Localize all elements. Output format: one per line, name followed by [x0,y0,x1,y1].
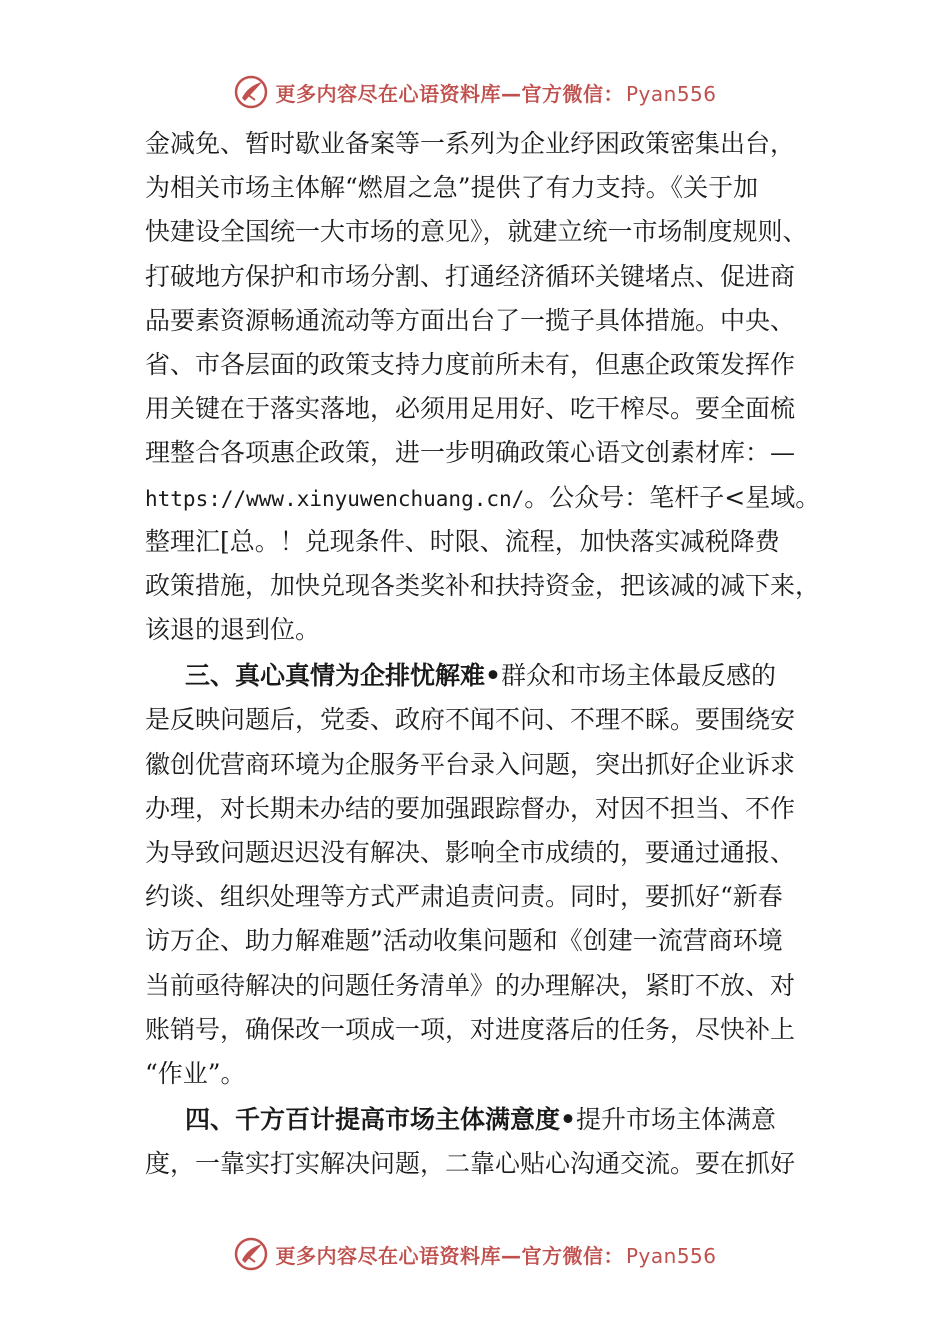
text-line: 办理，对长期未办结的要加强跟踪督办，对因不担当、不作 [145,793,796,823]
url-line: https://www.xinyuwenchuang.cn/。公众号：笔杆子<星域。 [145,482,821,512]
text-line: 当前亟待解决的问题任务清单》的办理解决，紧盯不放、对 [145,970,796,1000]
section-3-first-line: 三、真心真情为企排忧解难•群众和市场主体最反感的 [185,661,777,691]
text-line: 整理汇[总。！兑现条件、时限、流程，加快落实减税降费 [145,526,780,556]
text-line: 省、市各层面的政策支持力度前所未有，但惠企政策发挥作 [145,349,796,379]
text-line: 账销号，确保改一项成一项，对进度落后的任务，尽快补上 [145,1014,796,1044]
text-line: 金减免、暂时歇业备案等一系列为企业纾困政策密集出台， [145,129,796,158]
brush-logo-icon [233,1236,269,1272]
text-line: “作业”。 [145,1058,246,1088]
footer-banner [0,1232,950,1276]
text-line: 该退的退到位。 [145,615,321,645]
text-line: 快建设全国统一大市场的意见》，就建立统一市场制度规则、 [145,217,808,247]
section-3-heading: 三、真心真情为企排忧解难 [185,661,486,691]
text-line: 度，一靠实打实解决问题，二靠心贴心沟通交流。要在抓好 [145,1149,796,1179]
document-body [145,122,835,1187]
text-line: 访万企、助力解难题”活动收集问题和《创建一流营商环境 [145,926,783,956]
banner-text: 更多内容尽在心语资料库—官方微信： Pyan556 [275,81,717,106]
banner-text: 更多内容尽在心语资料库—官方微信： Pyan556 [275,1243,717,1268]
text-line: 徽创优营商环境为企服务平台录入问题，突出抓好企业诉求 [145,749,796,779]
text-line: 约谈、组织处理等方式严肃追责问责。同时，要抓好“新春 [145,882,783,912]
brush-logo-icon [233,74,269,110]
section-4-first-line: 四、千方百计提高市场主体满意度•提升市场主体满意 [185,1105,777,1135]
text-line: 理整合各项惠企政策，进一步明确政策心语文创素材库：— [145,438,796,468]
text-line: 是反映问题后，党委、政府不闻不问、不理不睬。要围绕安 [145,705,796,735]
text-line: 打破地方保护和市场分割、打通经济循环关键堵点、促进商 [145,261,796,291]
section-4-heading: 四、千方百计提高市场主体满意度 [185,1105,561,1135]
text-line: 政策措施，加快兑现各类奖补和扶持资金，把该减的减下来， [145,570,821,600]
text-line: 为相关市场主体解“燃眉之急”提供了有力支持。《关于加 [145,173,759,203]
text-line: 为导致问题迟迟没有解决、影响全市成绩的，要通过通报、 [145,838,796,867]
url-text: https://www.xinyuwenchuang.cn/ [145,486,525,511]
text-line: 用关键在于落实落地，必须用足用好、吃干榨尽。要全面梳 [145,394,796,424]
header-banner [0,70,950,114]
text-line: 品要素资源畅通流动等方面出台了一揽子具体措施。中央、 [145,305,796,335]
